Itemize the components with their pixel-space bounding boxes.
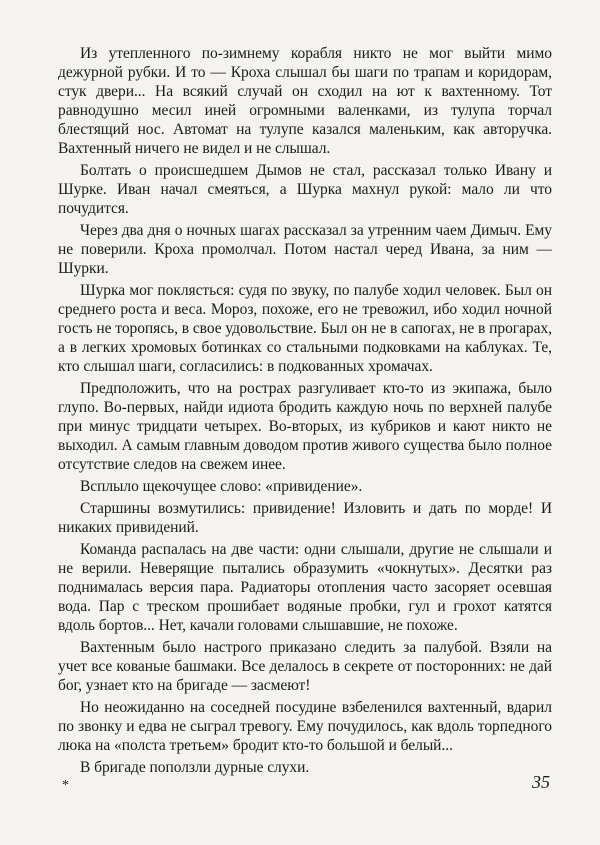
paragraph-11: В бригаде поползли дурные слухи.: [80, 759, 310, 776]
paragraph-1: Из утепленного по-зимнему корабля никто не мог выйти мимо дежурной рубки. И то — Кроха слышал бы шаги по трапам и коридорам, стук двери... На всякий случай он сходил на ют к вахтенному. Тот равнодушно месил иней огромными валенками, из тулупа торчал блестящий нос. Автомат на тулупе казался маленьким, как авторучка. Вахтенный ничего не видел и не слышал.: [58, 45, 552, 157]
paragraph-2: Болтать о происшедшем Дымов не стал, рассказал только Ивану и Шурке. Иван начал смеяться, а Шурка махнул рукой: мало ли что почудится.: [58, 162, 552, 217]
paragraph-7: Старшины возмутились: привидение! Изловить и дать по морде! И никаких привидений.: [58, 500, 552, 536]
paragraph-6: Всплыло щекочущее слово: «привидение».: [80, 478, 363, 495]
paragraph-9: Вахтенным было настрого приказано следить за палубой. Взяли на учет все кованые башмаки. Все делалось в секрете от посторонних: не дай бог, узнает кто на бригаде — засмеют!: [58, 639, 552, 694]
book-page-text: [58, 44, 552, 780]
paragraph-10: Но неожиданно на соседней посудине взбеленился вахтенный, вдарил по звонку и едва не сыграл тревогу. Ему почудилось, как вдоль торпедного люка на «полста третьем» бродит кто-то большой и белый...: [58, 699, 552, 754]
paragraph-5: Предположить, что на рострах разгуливает кто-то из экипажа, было глупо. Во-первых, найди идиота бродить каждую ночь по верхней палубе при минус тридцати четырех. Во-вторых, из кубриков и кают никто не выходил. А самым главным доводом против живого существа было полное отсутствие следов на свежем инее.: [58, 380, 552, 473]
paragraph-3: Через два дня о ночных шагах рассказал за утренним чаем Димыч. Ему не поверили. Кроха промолчал. Потом настал черед Ивана, за ним — Шурки.: [58, 222, 552, 277]
paragraph-4: Шурка мог поклясться: судя по звуку, по палубе ходил человек. Был он среднего роста и веса. Мороз, похоже, его не тревожил, ибо ходил ночной гость не торопясь, в свое удовольствие. Был он не в сапогах, не в прогарах, а в легких хромовых ботинках со стальными подковками на каблуках. Те, кто слышал шаги, согласились: в подкованных хромачах.: [58, 282, 552, 375]
footer-asterisk: *: [62, 778, 69, 793]
page-number: 35: [532, 772, 550, 792]
paragraph-8: Команда распалась на две части: одни слышали, другие не слышали и не верили. Неверящие пытались образумить «чокнутых». Десятки раз поднималась версия пара. Радиаторы отопления часто засоряет осевшая вода. Пар с треском прошибает водяные пробки, гул и грохот катятся вдоль бортов... Нет, качали головами слышавшие, не похоже.: [58, 541, 552, 634]
